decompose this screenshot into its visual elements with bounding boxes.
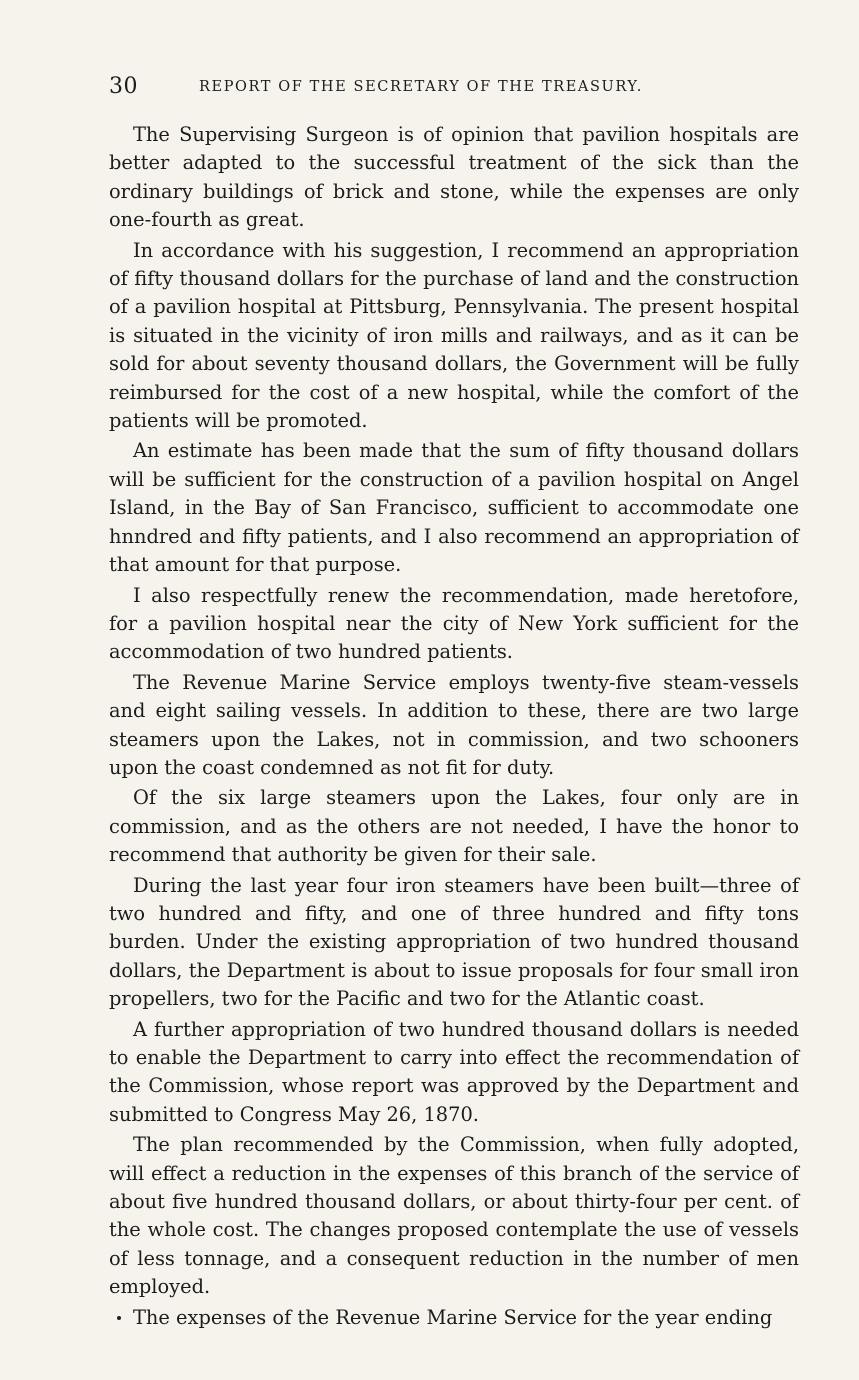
body-text bbox=[109, 121, 799, 1334]
paragraph-lake-steamers: Of the six large steamers upon the Lakes, four only are in commission, and as the others are not needed, I have the honor to recommend that authority be given for their sale. bbox=[109, 786, 799, 867]
paragraph-angel-island: An estimate has been made that the sum of fifty thousand dollars will be sufficient for the construction of a pavilion hospital on Angel Island, in the Bay of San Francisco, sufficient to accommodate one hnndred and fifty patients, and I also recommend an appropriation of that amount for that purpose. bbox=[109, 439, 799, 577]
paragraph-new-york-hospital: I also respectfully renew the recommendation, made heretofore, for a pavilion hospital near the city of New York sufficient for the accommodation of two hundred patients. bbox=[109, 583, 799, 664]
paragraph-expenses-partial: The expenses of the Revenue Marine Service for the year ending bbox=[133, 1305, 773, 1329]
paragraph-pavilion-hospitals: The Supervising Surgeon is of opinion that pavilion hospitals are better adapted to the successful treatment of the sick than the ordinary buildings of brick and stone, while the expenses are only one-fourth as great. bbox=[109, 123, 799, 232]
paragraph-iron-steamers: During the last year four iron steamers have been built—three of two hundred and fifty, and one of three hundred and fifty tons burden. Under the existing appropriation of two hundred thousand dollars, the Department is about to issue proposals for four small iron propellers, two for the Pacific and two for the Atlantic coast. bbox=[109, 873, 799, 1011]
paragraph-pittsburg-hospital: In accordance with his suggestion, I recommend an appropriation of fifty thousand dollars for the purchase of land and the construction of a pavilion hospital at Pittsburg, Pennsylvania. The present hospital is situated in the vicinity of iron mills and railways, and as it can be sold for about seventy thousand dollars, the Government will be fully reimbursed for the cost of a new hospital, while the comfort of the patients will be promoted. bbox=[109, 238, 799, 433]
paragraph-commission-plan: The plan recommended by the Commission, when fully adopted, will effect a reduction in the expenses of this branch of the service of about five hundred thousand dollars, or about thirty-four per cent. of the whole cost. The changes proposed contemplate the use of vessels of less tonnage, and a consequent reduction in the number of men employed. bbox=[109, 1133, 799, 1299]
page-number: 30 bbox=[109, 74, 138, 99]
paragraph-revenue-marine-vessels: The Revenue Marine Service employs twenty-five steam-vessels and eight sailing vessels. In addition to these, there are two large steamers upon the Lakes, not in commission, and two schooners upon the coast condemned as not fit for duty. bbox=[109, 670, 799, 779]
paragraph-further-appropriation: A further appropriation of two hundred thousand dollars is needed to enable the Department to carry into effect the recommendation of the Commission, whose report was approved by the Department and submitted to Congress May 26, 1870. bbox=[109, 1017, 799, 1126]
running-title: REPORT OF THE SECRETARY OF THE TREASURY. bbox=[199, 79, 643, 95]
ink-speck bbox=[117, 1316, 121, 1320]
page-header bbox=[109, 74, 709, 104]
